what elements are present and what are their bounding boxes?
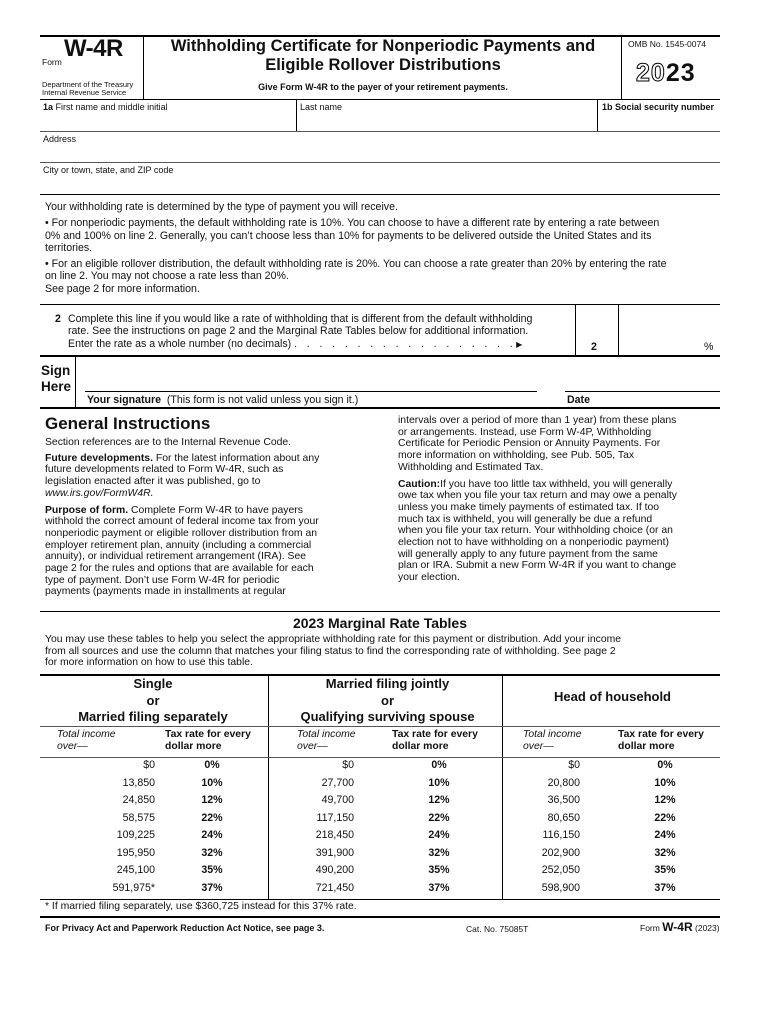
signature-input[interactable]: [85, 362, 535, 390]
form-word: Form: [42, 57, 62, 67]
first-name-text: First name and middle initial: [55, 102, 168, 112]
intro-p3-l1: • For an eligible rollover distribution, the default withholding rate is 20%. You can choose a rate greater than 20% by entering the rate: [45, 258, 667, 271]
signature-label-text: Your signature: [87, 394, 161, 406]
cell-rate-hoh: 35%: [654, 864, 676, 876]
privacy-notice: For Privacy Act and Paperwork Reduction Act Notice, see page 3.: [45, 923, 325, 933]
right-l1: intervals over a period of more than 1 year) from these plans: [398, 415, 677, 426]
group-joint-h3: Qualifying surviving spouse: [300, 709, 475, 724]
cell-income-single: 195,950: [116, 846, 155, 859]
col-rate-1: [165, 729, 251, 752]
caution-l4: much tax is withheld, you will generally be due a refund: [398, 513, 653, 525]
col-rate-3-l1: Tax rate for every: [618, 729, 704, 740]
cell-income-joint: 49,700: [321, 794, 354, 806]
col-rate-2-l1: Tax rate for every: [392, 729, 478, 740]
title-line1: Withholding Certificate for Nonperiodic Payments and: [170, 37, 596, 55]
purpose-l5: annuity), or individual retirement arrangement (IRA). See: [45, 551, 307, 563]
cell-rate-joint: 32%: [428, 846, 450, 859]
purpose-l6: page 2 for the rules and options that are available for each: [45, 563, 314, 575]
here-word: Here: [41, 379, 72, 394]
date-input[interactable]: [567, 362, 717, 390]
cell-income-hoh: 202,900: [541, 846, 580, 859]
purpose-lead: Purpose of form.: [45, 504, 129, 516]
table-colhead-rule: [40, 757, 720, 758]
col-rate-1-l1: Tax rate for every: [165, 729, 251, 740]
cell-rate-hoh: 32%: [654, 846, 676, 859]
future-l1: For the latest information about any: [155, 452, 320, 464]
future-l2: future developments related to Form W-4R, such as: [45, 464, 284, 476]
line2-input-divider: [618, 304, 619, 355]
caution-l7: will generally apply to any future payment from the same: [398, 548, 658, 560]
cell-rate-single: 0%: [204, 759, 220, 771]
line2-rule: [40, 355, 720, 357]
line2-text-l2: rate. See the instructions on page 2 and the Marginal Rate Tables below for additional information.: [68, 325, 529, 338]
cell-rate-joint: 0%: [431, 759, 447, 771]
section-references: Section references are to the Internal Revenue Code.: [45, 437, 292, 448]
caution-l6: election not to have withholding on a nonperiodic payment): [398, 537, 669, 549]
cell-rate-single: 12%: [201, 794, 223, 806]
date-line: [565, 391, 720, 392]
last-name-input[interactable]: [300, 114, 594, 130]
future-url-link[interactable]: www.irs.gov/FormW4R.: [45, 487, 154, 499]
cell-income-single: 58,575: [122, 811, 155, 824]
rates-desc-l3: for more information on how to use this table.: [45, 657, 253, 669]
caution-l3: unless you make timely payments of estimated tax. If too: [398, 501, 660, 513]
rates-footnote: * If married filing separately, use $360,725 instead for this 37% rate.: [45, 901, 357, 912]
sign-here: [41, 363, 71, 395]
group-single-h1: Single: [133, 676, 173, 691]
cell-income-single: 24,850: [122, 794, 155, 806]
purpose-l7: type of payment. Don’t use Form W-4R for periodic: [45, 574, 280, 586]
intro-p4: See page 2 for more information.: [45, 282, 200, 295]
right-l5: Withholding and Estimated Tax.: [398, 461, 544, 473]
col-rate-3-l2: dollar more: [618, 740, 675, 752]
last-name-label: Last name: [300, 102, 343, 112]
city-input[interactable]: [43, 177, 719, 193]
cell-income-single: 13,850: [122, 776, 155, 789]
header-divider-right: [621, 37, 622, 99]
line2-text-l3: Enter the rate as a whole number (no decimals): [68, 337, 292, 350]
cell-income-single: 245,100: [116, 864, 155, 876]
rates-top-rule: [40, 611, 720, 612]
col-rate-3: [618, 729, 704, 752]
first-name-input[interactable]: [43, 114, 293, 130]
cell-rate-hoh: 12%: [654, 794, 676, 806]
date-label: Date: [567, 394, 590, 406]
table-header-rule: [40, 726, 720, 727]
form-title: [148, 37, 618, 75]
footer-form-number: W-4R: [662, 920, 693, 934]
cell-rate-single: 35%: [201, 864, 223, 876]
cell-rate-joint: 24%: [428, 829, 450, 841]
cell-rate-single: 22%: [201, 811, 223, 824]
purpose-l3: nonperiodic payment or eligible rollover distribution from an: [45, 527, 318, 539]
caution-l1: If you have too little tax withheld, you will generally: [440, 478, 673, 490]
cell-rate-single: 37%: [201, 881, 223, 894]
signature-label: [87, 394, 358, 406]
purpose-l1: Complete Form W-4R to have payers: [131, 504, 303, 516]
purpose-l4: employer retirement plan, annuity (including a commercial: [45, 539, 312, 551]
cell-rate-joint: 10%: [428, 776, 450, 789]
line2-percent: %: [704, 341, 714, 353]
sign-divider: [75, 357, 76, 407]
cell-income-joint: 218,450: [315, 829, 354, 841]
header-bottom-rule: [40, 99, 720, 100]
right-l3: Certificate for Periodic Pension or Annuity Payments. For: [398, 438, 661, 450]
future-lead: Future developments.: [45, 452, 153, 464]
signature-note: (This form is not valid unless you sign it.): [166, 394, 359, 406]
city-label: City or town, state, and ZIP code: [43, 165, 174, 175]
group-single-h2: or: [146, 692, 160, 708]
col-income-3-l1: Total income: [523, 729, 582, 740]
cell-income-joint: 117,150: [316, 811, 354, 824]
omb-number: OMB No. 1545-0074: [628, 39, 706, 49]
line2-dots: . . . . . . . . . . . . . . . . . .: [294, 337, 517, 350]
cell-rate-hoh: 0%: [657, 759, 673, 771]
intro-p1: Your withholding rate is determined by the type of payment you will receive.: [45, 201, 398, 213]
city-rule: [40, 194, 720, 195]
table-bottom-rule: [40, 899, 720, 900]
address-label: Address: [43, 134, 77, 144]
signature-line: [85, 391, 537, 392]
cell-rate-hoh: 10%: [654, 776, 676, 789]
name-divider: [296, 99, 297, 131]
col-income-1-l1: Total income: [57, 729, 116, 740]
cell-rate-joint: 12%: [428, 794, 450, 806]
caution-l8: plan or IRA. Submit a new Form W-4R if you want to change: [398, 560, 677, 572]
cell-rate-hoh: 22%: [654, 811, 676, 824]
cell-rate-joint: 37%: [428, 881, 450, 894]
dept-line2: Internal Revenue Service: [42, 88, 127, 97]
purpose-l2: withhold the correct amount of federal income tax from your: [45, 516, 319, 528]
cell-rate-hoh: 24%: [654, 829, 676, 841]
general-left-col: [45, 437, 390, 598]
cell-rate-hoh: 37%: [654, 881, 676, 894]
first-name-label: [43, 102, 168, 112]
group-joint-h1: Married filing jointly: [325, 676, 450, 691]
form-number: W-4R: [64, 35, 123, 62]
caution-lead: Caution:: [398, 478, 441, 490]
form-subtitle: Give Form W-4R to the payer of your retirement payments.: [258, 82, 508, 92]
caution-l5: when you file your tax return. Your withholding choice (or an: [398, 525, 673, 537]
tax-year: [636, 59, 696, 88]
cell-rate-joint: 22%: [428, 811, 450, 824]
footer-year: (2023): [695, 923, 720, 933]
right-l4: more information on withholding, see Pub. 505, Tax: [398, 450, 635, 462]
tax-year-solid: 23: [665, 59, 696, 87]
footer-form-id: [640, 920, 720, 934]
first-name-num: 1a: [43, 102, 54, 112]
footer-rule: [40, 916, 720, 918]
cat-number: Cat. No. 75085T: [466, 924, 529, 934]
dept-line1: Department of the Treasury: [42, 80, 134, 89]
group-joint-h2: or: [381, 692, 394, 708]
line2-rate-input[interactable]: [620, 306, 705, 353]
col-income-1: [57, 729, 116, 752]
cell-rate-single: 24%: [201, 829, 223, 841]
cell-income-hoh: 20,800: [547, 776, 580, 789]
title-line2: Eligible Rollover Distributions: [265, 56, 501, 74]
intro-p2-l2: 0% and 100% on line 2. Generally, you can’t choose less than 10% for payments to be delivered outside the United States and its: [45, 229, 652, 242]
general-right-col: [398, 415, 723, 584]
cell-rate-single: 10%: [201, 776, 223, 789]
name-row-rule: [40, 131, 720, 132]
cell-income-joint: 27,700: [321, 776, 354, 789]
table-divider-1: [268, 676, 269, 899]
group-single-header: [40, 676, 266, 726]
cell-income-hoh: 116,150: [542, 829, 580, 841]
rates-heading: 2023 Marginal Rate Tables: [292, 615, 468, 631]
ssn-divider: [597, 99, 598, 131]
cell-income-single: 109,225: [116, 829, 155, 841]
cell-rate-joint: 35%: [428, 864, 450, 876]
address-input[interactable]: [43, 146, 719, 162]
cell-income-single: 591,975*: [112, 881, 155, 894]
rates-desc-l2: from all sources and use the column that matches your filing status to find the corresponding rate of withholding. See page 2: [45, 645, 616, 657]
line2-box-num: 2: [591, 341, 597, 353]
line2-arrow-icon: ▶: [516, 339, 523, 349]
group-single-h3: Married filing separately: [78, 709, 228, 724]
cell-income-single: $0: [143, 759, 155, 771]
address-rule: [40, 162, 720, 163]
group-joint-header: [270, 676, 505, 726]
intro-p3-l2: on line 2. You may not choose a rate less than 20%.: [45, 270, 289, 283]
future-l3: legislation enacted after it was published, go to: [45, 476, 261, 488]
intro-text: [45, 201, 720, 295]
caution-l2: owe tax when you file your tax return and may owe a penalty: [398, 490, 677, 502]
cell-income-joint: 721,450: [315, 881, 354, 894]
ssn-label: 1b Social security number: [602, 102, 715, 112]
line2-text: [68, 313, 573, 351]
header-divider-left: [143, 37, 144, 99]
line2-box-divider: [575, 304, 576, 355]
right-l2: or arrangements. Instead, use Form W-4P, Withholding: [398, 426, 652, 438]
sign-word: Sign: [41, 363, 71, 378]
cell-rate-single: 32%: [201, 846, 223, 859]
intro-p2-l1: • For nonperiodic payments, the default withholding rate is 10%. You can choose to have a different rate by entering a rate between: [45, 217, 660, 230]
col-income-3: [523, 729, 582, 752]
line2-num: 2: [55, 313, 61, 325]
col-income-3-l2: over—: [523, 740, 554, 752]
col-rate-2: [392, 729, 478, 752]
general-heading: General Instructions: [45, 414, 211, 433]
col-income-1-l2: over—: [57, 740, 88, 752]
cell-income-hoh: 252,050: [541, 864, 580, 876]
purpose-l8: payments (payments made in installments at regular: [45, 586, 286, 598]
rates-desc-l1: You may use these tables to help you select the appropriate withholding rate for this payment or distribution. Add your income: [45, 634, 622, 645]
cell-income-hoh: 36,500: [547, 794, 580, 806]
col-income-2-l2: over—: [297, 740, 328, 752]
col-rate-2-l2: dollar more: [392, 740, 449, 752]
line2-text-l1: Complete this line if you would like a rate of withholding that is different from the default withholding: [68, 313, 533, 325]
cell-income-joint: $0: [342, 759, 354, 771]
cell-income-hoh: $0: [568, 759, 580, 771]
intro-p2-l3: territories.: [45, 241, 93, 254]
tax-year-outline: 20: [636, 59, 666, 87]
cell-income-joint: 490,200: [315, 864, 354, 876]
col-income-2-l1: Total income: [297, 729, 356, 740]
cell-income-joint: 391,900: [315, 846, 354, 859]
cell-income-hoh: 598,900: [541, 881, 580, 894]
cell-income-hoh: 80,650: [547, 811, 580, 824]
col-rate-1-l2: dollar more: [165, 740, 222, 752]
footer-form-word: Form: [640, 923, 660, 933]
rates-description: [45, 634, 720, 669]
group-hoh-header: Head of household: [554, 689, 671, 704]
col-income-2: [297, 729, 356, 752]
sign-rule: [40, 407, 720, 409]
ssn-input[interactable]: [601, 114, 719, 130]
caution-l9: your election.: [398, 572, 460, 584]
